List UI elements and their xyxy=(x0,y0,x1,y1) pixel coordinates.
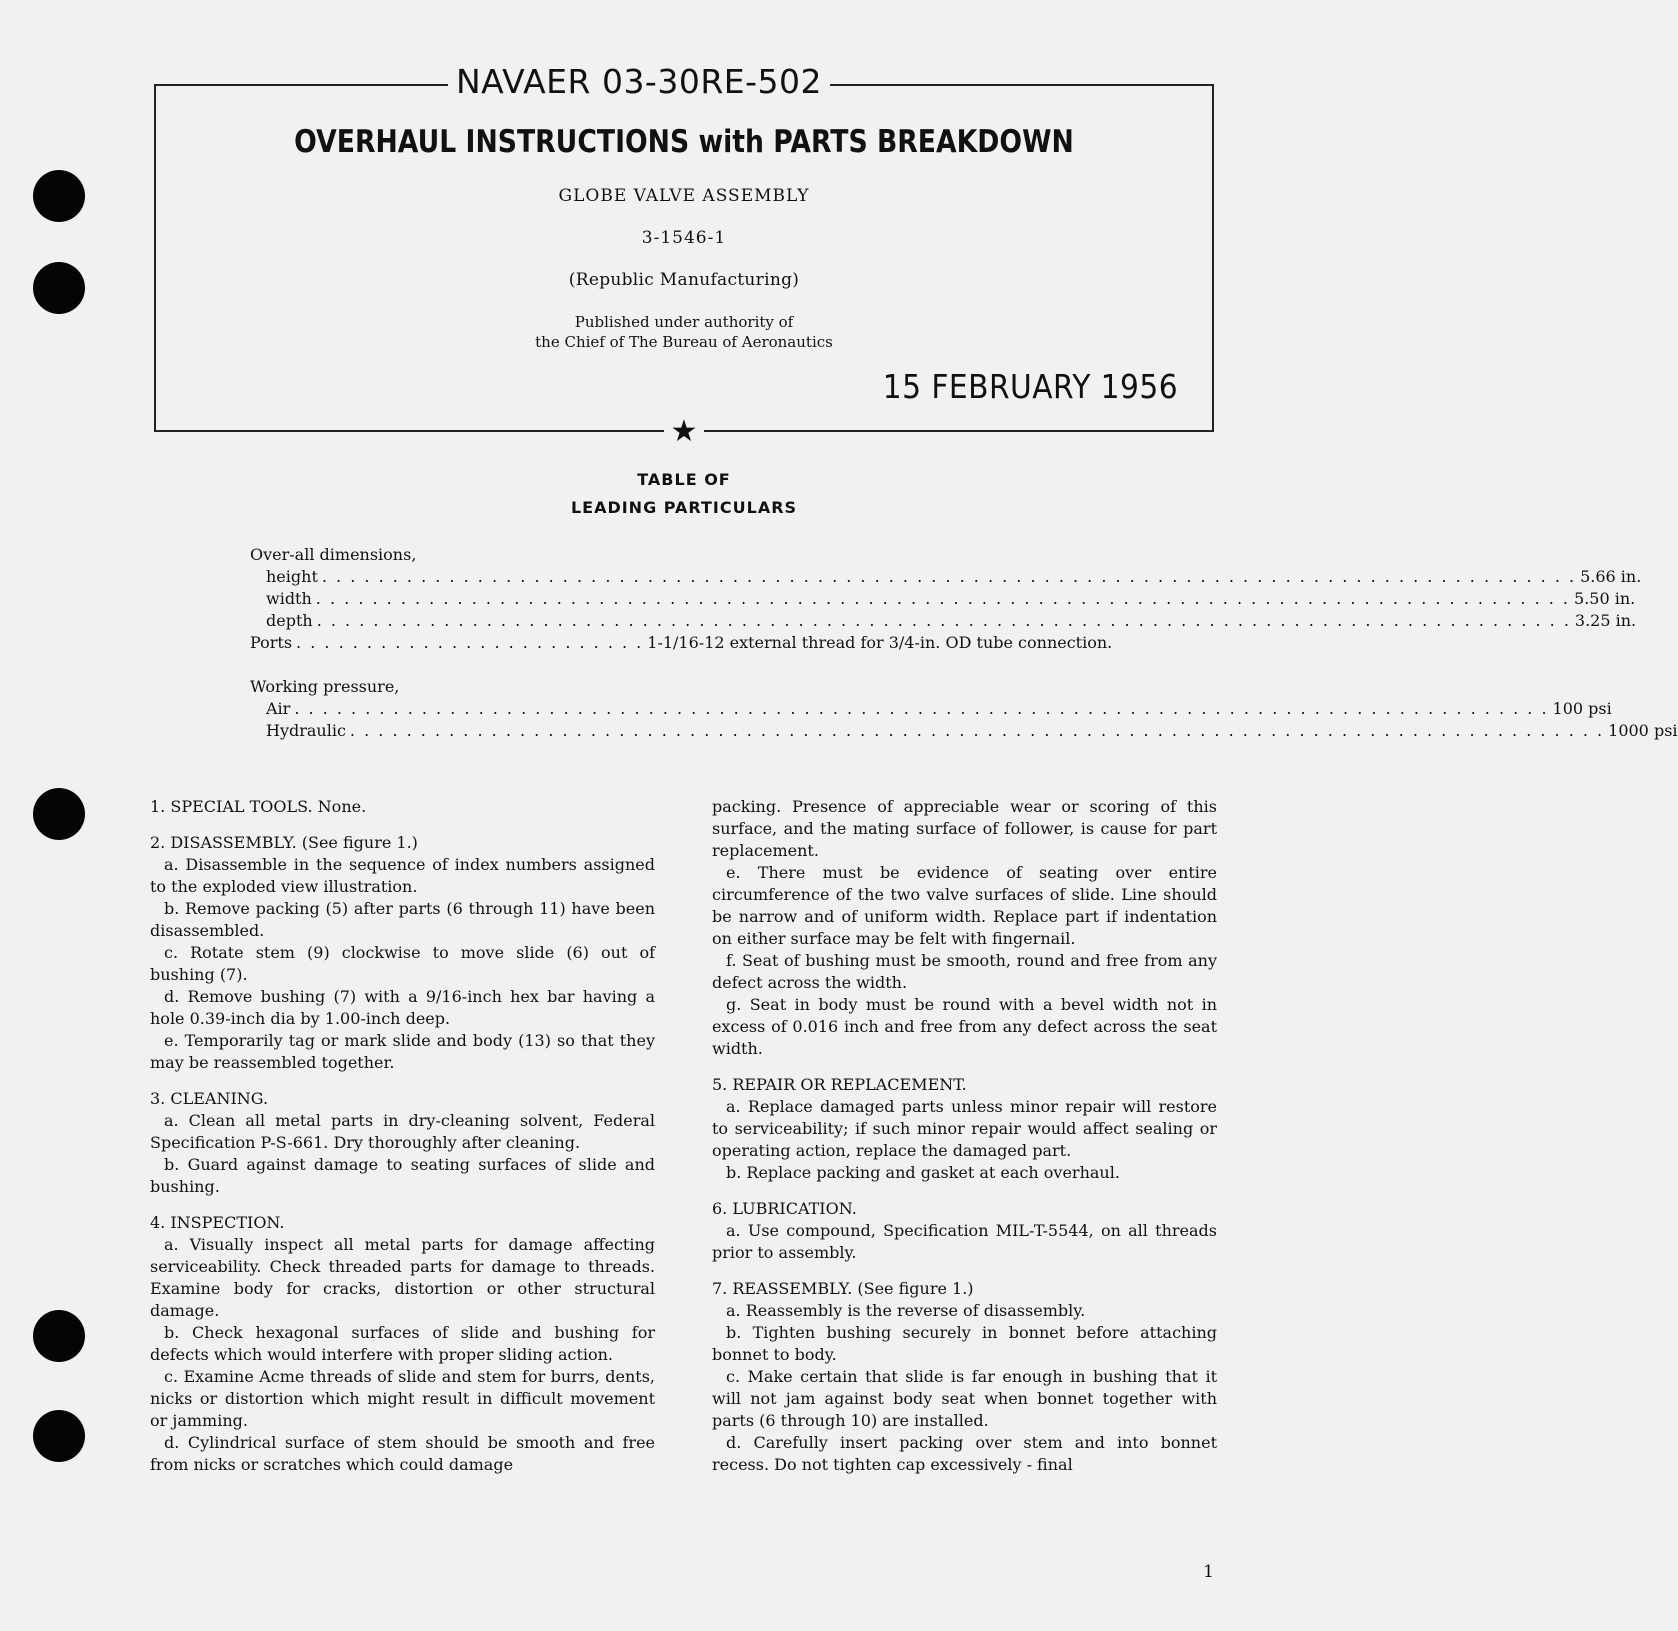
paragraph: g. Seat in body must be round with a bevel width not in excess of 0.016 inch and free from any defect across the seat width. xyxy=(712,995,1217,1058)
right-text-column xyxy=(712,796,1217,1476)
paragraph: a. Clean all metal parts in dry-cleaning solvent, Federal Specification P-S-661. Dry thoroughly after cleaning. xyxy=(150,1111,655,1152)
leader-dots: . . . . . . . . . . . . . . . . . . . . . . . . . . . . . . . . . . . . . . . . . . . . . . . . . . . . . . . . . . . . . . . . . . . . . . . . . . . . . . . . . . . . . . . . . xyxy=(294,699,1549,718)
leader-dots: . . . . . . . . . . . . . . . . . . . . . . . . . . . . . . . . . . . . . . . . . . . . . . . . . . . . . . . . . . . . . . . . . . . . . . . . . . . . . . . . . . . . . . . . . xyxy=(349,721,1605,740)
section-heading: 5. REPAIR OR REPLACEMENT. xyxy=(712,1075,967,1094)
authority-line-1: Published under authority of xyxy=(574,313,794,331)
paragraph: e. Temporarily tag or mark slide and body (13) so that they may be reassembled together. xyxy=(150,1031,655,1072)
left-text-column xyxy=(150,796,655,1476)
leader-dots: . . . . . . . . . . . . . . . . . . . . . . . . . . . . . . . . . . . . . . . . . . . . . . . . . . . . . . . . . . . . . . . . . . . . . . . . . . . . . . . . . . . . . . . . . xyxy=(315,589,1571,608)
ports-row: Ports . . . . . . . . . . . . . . . . . . . . . . . . . 1-1/16-12 external thread for 3/4-in. OD tube connection. xyxy=(250,633,1113,652)
star-icon: ★ xyxy=(664,412,704,452)
paragraph: b. Replace packing and gasket at each overhaul. xyxy=(726,1163,1120,1182)
section-heading: 3. CLEANING. xyxy=(150,1089,269,1108)
binder-hole xyxy=(33,1410,85,1462)
authority-line-2: the Chief of The Bureau of Aeronautics xyxy=(535,333,833,351)
leader-dots: . . . . . . . . . . . . . . . . . . . . . . . . . . . . . . . . . . . . . . . . . . . . . . . . . . . . . . . . . . . . . . . . . . . . . . . . . . . . . . . . . . . . . . . . . xyxy=(321,567,1577,586)
paragraph-continued: packing. Presence of appreciable wear or scoring of this surface, and the mating surface of follower, is cause for part replacement. xyxy=(712,797,1217,860)
air-row: Air . . . . . . . . . . . . . . . . . . . . . . . . . . . . . . . . . . . . . . . . . . . . . . . . . . . . . . . . . . . . . . . . . . . . . . . . . . . . . . . . . . . . . . . . . 100 psi xyxy=(266,699,1612,718)
particulars-title-line-2: LEADING PARTICULARS xyxy=(570,498,798,517)
height-row: height . . . . . . . . . . . . . . . . . . . . . . . . . . . . . . . . . . . . . . . . . . . . . . . . . . . . . . . . . . . . . . . . . . . . . . . . . . . . . . . . . . . . . . . . . 5.66 in. xyxy=(266,567,1642,586)
paragraph: c. Make certain that slide is far enough in bushing that it will not jam against body seat when bonnet together with parts (6 through 10) are installed. xyxy=(712,1367,1217,1430)
paragraph: b. Remove packing (5) after parts (6 through 11) have been disassembled. xyxy=(150,899,655,940)
section-heading: 7. REASSEMBLY. (See figure 1.) xyxy=(712,1279,974,1298)
subject-title: GLOBE VALVE ASSEMBLY xyxy=(558,186,810,206)
paragraph: b. Tighten bushing securely in bonnet before attaching bonnet to body. xyxy=(712,1323,1217,1364)
pressure-heading: Working pressure, xyxy=(250,677,400,696)
paragraph: a. Use compound, Specification MIL-T-5544, on all threads prior to assembly. xyxy=(712,1221,1217,1262)
paragraph: d. Remove bushing (7) with a 9/16-inch hex bar having a hole 0.39-inch dia by 1.00-inch deep. xyxy=(150,987,655,1028)
paragraph: a. Replace damaged parts unless minor repair will restore to serviceability; if such minor repair would affect sealing or operating action, replace the damaged part. xyxy=(712,1097,1217,1160)
section-heading: 1. SPECIAL TOOLS. None. xyxy=(150,797,367,816)
paragraph: e. There must be evidence of seating over entire circumference of the two valve surfaces of slide. Line should be narrow and of uniform width. Replace part if indentation on either surface may be felt with fingernail. xyxy=(712,863,1217,948)
paragraph: f. Seat of bushing must be smooth, round and free from any defect across the width. xyxy=(712,951,1217,992)
paragraph: d. Carefully insert packing over stem and into bonnet recess. Do not tighten cap excessively - final xyxy=(712,1433,1217,1474)
section-heading: 4. INSPECTION. xyxy=(150,1213,285,1232)
document-title: OVERHAUL INSTRUCTIONS with PARTS BREAKDOWN xyxy=(294,124,1074,160)
paragraph: c. Rotate stem (9) clockwise to move slide (6) out of bushing (7). xyxy=(150,943,655,984)
paragraph: b. Guard against damage to seating surfaces of slide and bushing. xyxy=(150,1155,655,1196)
section-heading: 6. LUBRICATION. xyxy=(712,1199,857,1218)
paragraph: b. Check hexagonal surfaces of slide and bushing for defects which would interfere with proper sliding action. xyxy=(150,1323,655,1364)
paragraph: a. Reassembly is the reverse of disassembly. xyxy=(726,1301,1086,1320)
binder-hole xyxy=(33,170,85,222)
particulars-table xyxy=(250,544,1678,742)
publication-date: 15 FEBRUARY 1956 xyxy=(882,367,1178,406)
depth-row: depth . . . . . . . . . . . . . . . . . . . . . . . . . . . . . . . . . . . . . . . . . . . . . . . . . . . . . . . . . . . . . . . . . . . . . . . . . . . . . . . . . . . . . . . . . 3.25 in. xyxy=(266,611,1637,630)
paragraph: a. Visually inspect all metal parts for damage affecting serviceability. Check threaded parts for damage to threads. Examine body for cracks, distortion or other structural damage. xyxy=(150,1235,655,1320)
manufacturer: (Republic Manufacturing) xyxy=(568,270,800,290)
hydraulic-row: Hydraulic . . . . . . . . . . . . . . . . . . . . . . . . . . . . . . . . . . . . . . . . . . . . . . . . . . . . . . . . . . . . . . . . . . . . . . . . . . . . . . . . . . . . . . . . . 1000 psi xyxy=(266,721,1678,740)
binder-hole xyxy=(33,788,85,840)
binder-hole xyxy=(33,262,85,314)
document-number: NAVAER 03-30RE-502 xyxy=(0,62,1278,101)
section-heading: 2. DISASSEMBLY. (See figure 1.) xyxy=(150,833,418,852)
part-number: 3-1546-1 xyxy=(641,228,727,248)
page-number: 1 xyxy=(1203,1562,1214,1582)
dimensions-heading: Over-all dimensions, xyxy=(250,545,417,564)
leader-dots: . . . . . . . . . . . . . . . . . . . . . . . . . . . . . . . . . . . . . . . . . . . . . . . . . . . . . . . . . . . . . . . . . . . . . . . . . . . . . . . . . . . . . . . . . xyxy=(316,611,1571,630)
particulars-title-line-1: TABLE OF xyxy=(637,470,731,489)
binder-hole xyxy=(33,1310,85,1362)
leader-dots: . . . . . . . . . . . . . . . . . . . . . . . . . xyxy=(296,633,644,652)
paragraph: a. Disassemble in the sequence of index numbers assigned to the exploded view illustration. xyxy=(150,855,655,896)
paragraph: c. Examine Acme threads of slide and stem for burrs, dents, nicks or distortion which might result in difficult movement or jamming. xyxy=(150,1367,655,1430)
paragraph: d. Cylindrical surface of stem should be smooth and free from nicks or scratches which could damage xyxy=(150,1433,655,1474)
width-row: width . . . . . . . . . . . . . . . . . . . . . . . . . . . . . . . . . . . . . . . . . . . . . . . . . . . . . . . . . . . . . . . . . . . . . . . . . . . . . . . . . . . . . . . . . 5.50 in. xyxy=(266,589,1636,608)
